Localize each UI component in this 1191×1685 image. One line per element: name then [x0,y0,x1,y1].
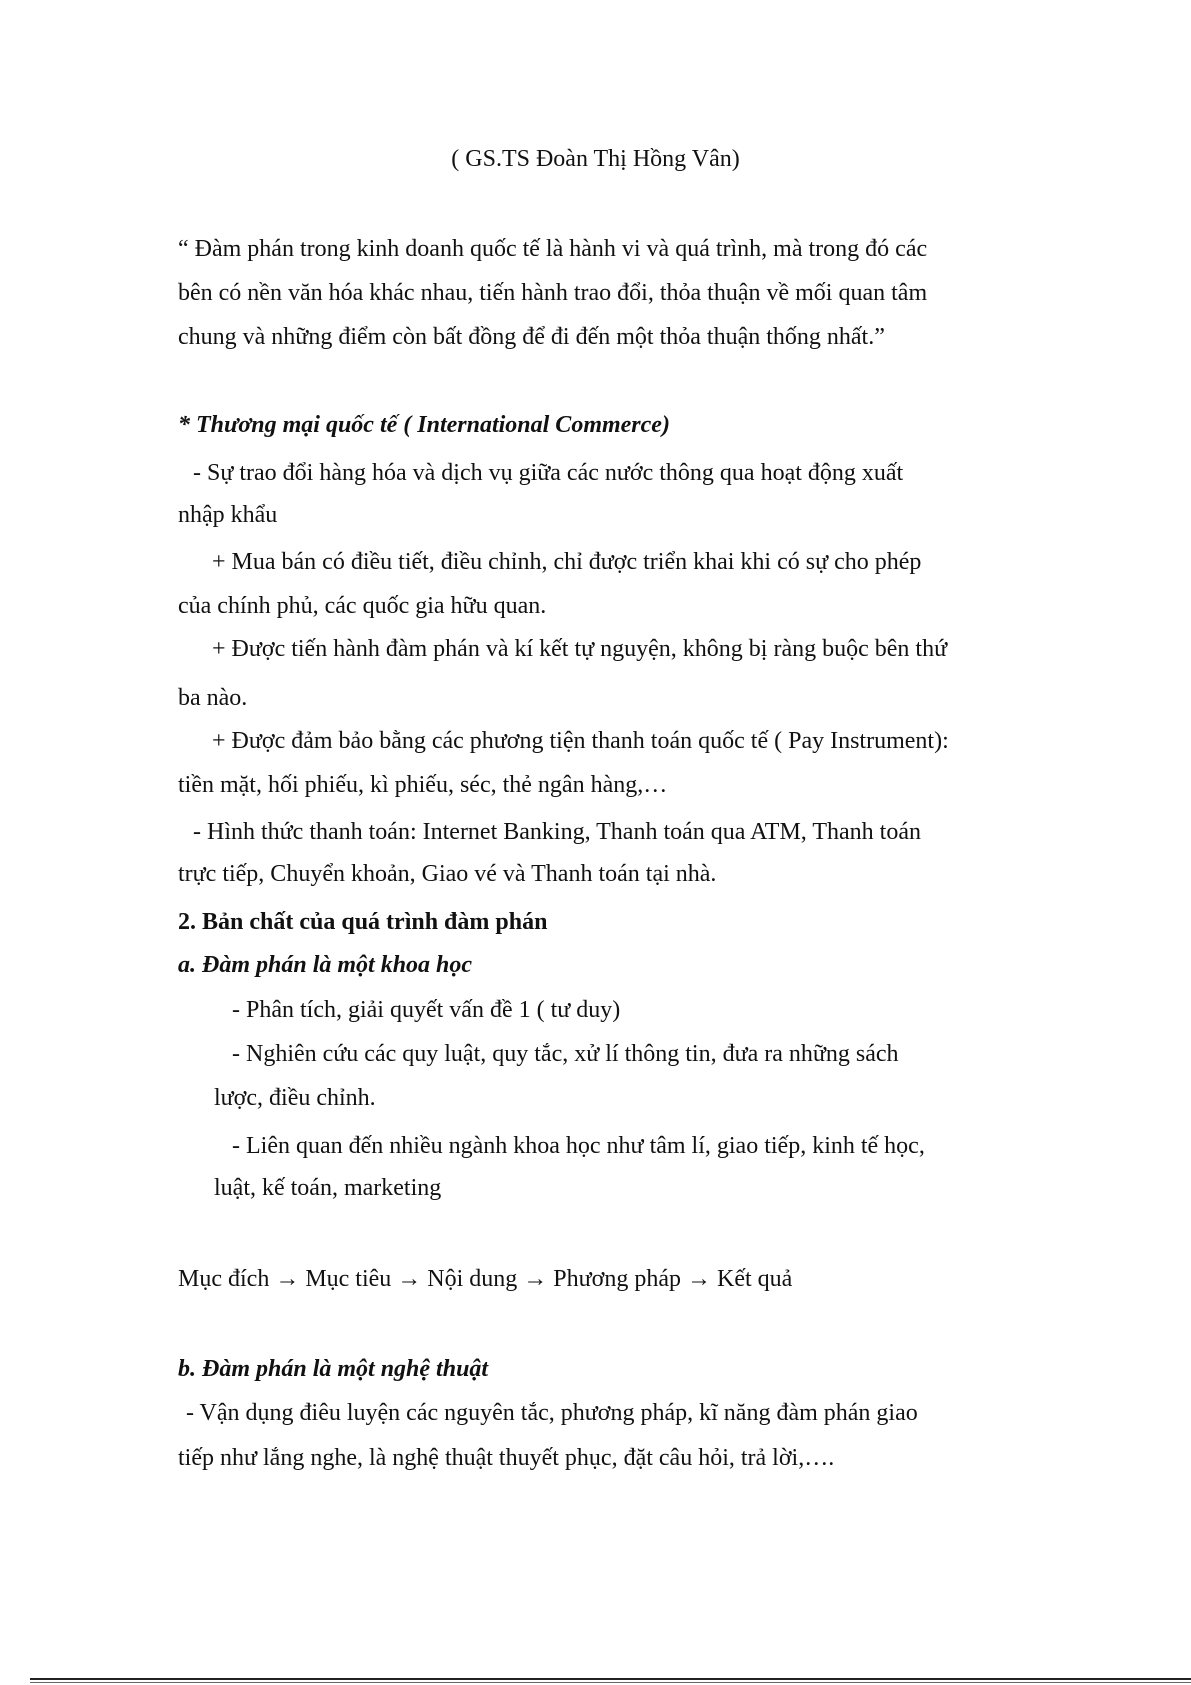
science-point-2-line-1: - Nghiên cứu các quy luật, quy tắc, xử lí thông tin, đưa ra những sách [232,1041,899,1067]
commerce-point-3-line-2: tiền mặt, hối phiếu, kì phiếu, séc, thẻ ngân hàng,… [178,772,668,798]
commerce-point-1-line-2: của chính phủ, các quốc gia hữu quan. [178,593,547,619]
commerce-def-line-1: - Sự trao đổi hàng hóa và dịch vụ giữa các nước thông qua hoạt động xuất [193,460,904,486]
process-flow: Mục đích → Mục tiêu → Nội dung → Phương pháp → Kết quả [178,1266,793,1292]
art-point-line-2: tiếp như lắng nghe, là nghệ thuật thuyết phục, đặt câu hỏi, trả lời,…. [178,1445,835,1471]
science-point-1: - Phân tích, giải quyết vấn đề 1 ( tư duy) [232,997,621,1023]
page-bottom-rule-secondary [30,1682,1191,1683]
subsection-a-heading: a. Đàm phán là một khoa học [178,952,473,978]
commerce-point-3-line-1: + Được đảm bảo bằng các phương tiện thanh toán quốc tế ( Pay Instrument): [212,728,949,754]
payment-line-2: trực tiếp, Chuyển khoản, Giao vé và Thanh toán tại nhà. [178,861,717,887]
payment-line-1: - Hình thức thanh toán: Internet Banking, Thanh toán qua ATM, Thanh toán [193,819,921,845]
quote-line-2: bên có nền văn hóa khác nhau, tiến hành trao đổi, thỏa thuận về mối quan tâm [178,280,928,306]
subsection-b-heading: b. Đàm phán là một nghệ thuật [178,1356,489,1382]
author-credit: ( GS.TS Đoàn Thị Hồng Vân) [451,146,740,172]
commerce-point-2-line-2: ba nào. [178,685,248,711]
commerce-point-1-line-1: + Mua bán có điều tiết, điều chỉnh, chỉ được triển khai khi có sự cho phép [212,549,922,575]
page-bottom-rule [30,1678,1191,1680]
commerce-def-line-2: nhập khẩu [178,502,278,528]
quote-line-1: “ Đàm phán trong kinh doanh quốc tế là hành vi và quá trình, mà trong đó các [178,236,928,262]
science-point-2-line-2: lược, điều chỉnh. [214,1085,376,1111]
commerce-heading: * Thương mại quốc tế ( International Commerce) [178,412,670,438]
quote-line-3: chung và những điểm còn bất đồng để đi đến một thỏa thuận thống nhất.” [178,324,885,350]
science-point-3-line-2: luật, kế toán, marketing [214,1175,442,1201]
section-2-heading: 2. Bản chất của quá trình đàm phán [178,909,548,935]
science-point-3-line-1: - Liên quan đến nhiều ngành khoa học như tâm lí, giao tiếp, kinh tế học, [232,1133,925,1159]
commerce-point-2-line-1: + Được tiến hành đàm phán và kí kết tự nguyện, không bị ràng buộc bên thứ [212,636,948,662]
art-point-line-1: - Vận dụng điêu luyện các nguyên tắc, phương pháp, kĩ năng đàm phán giao [186,1400,918,1426]
